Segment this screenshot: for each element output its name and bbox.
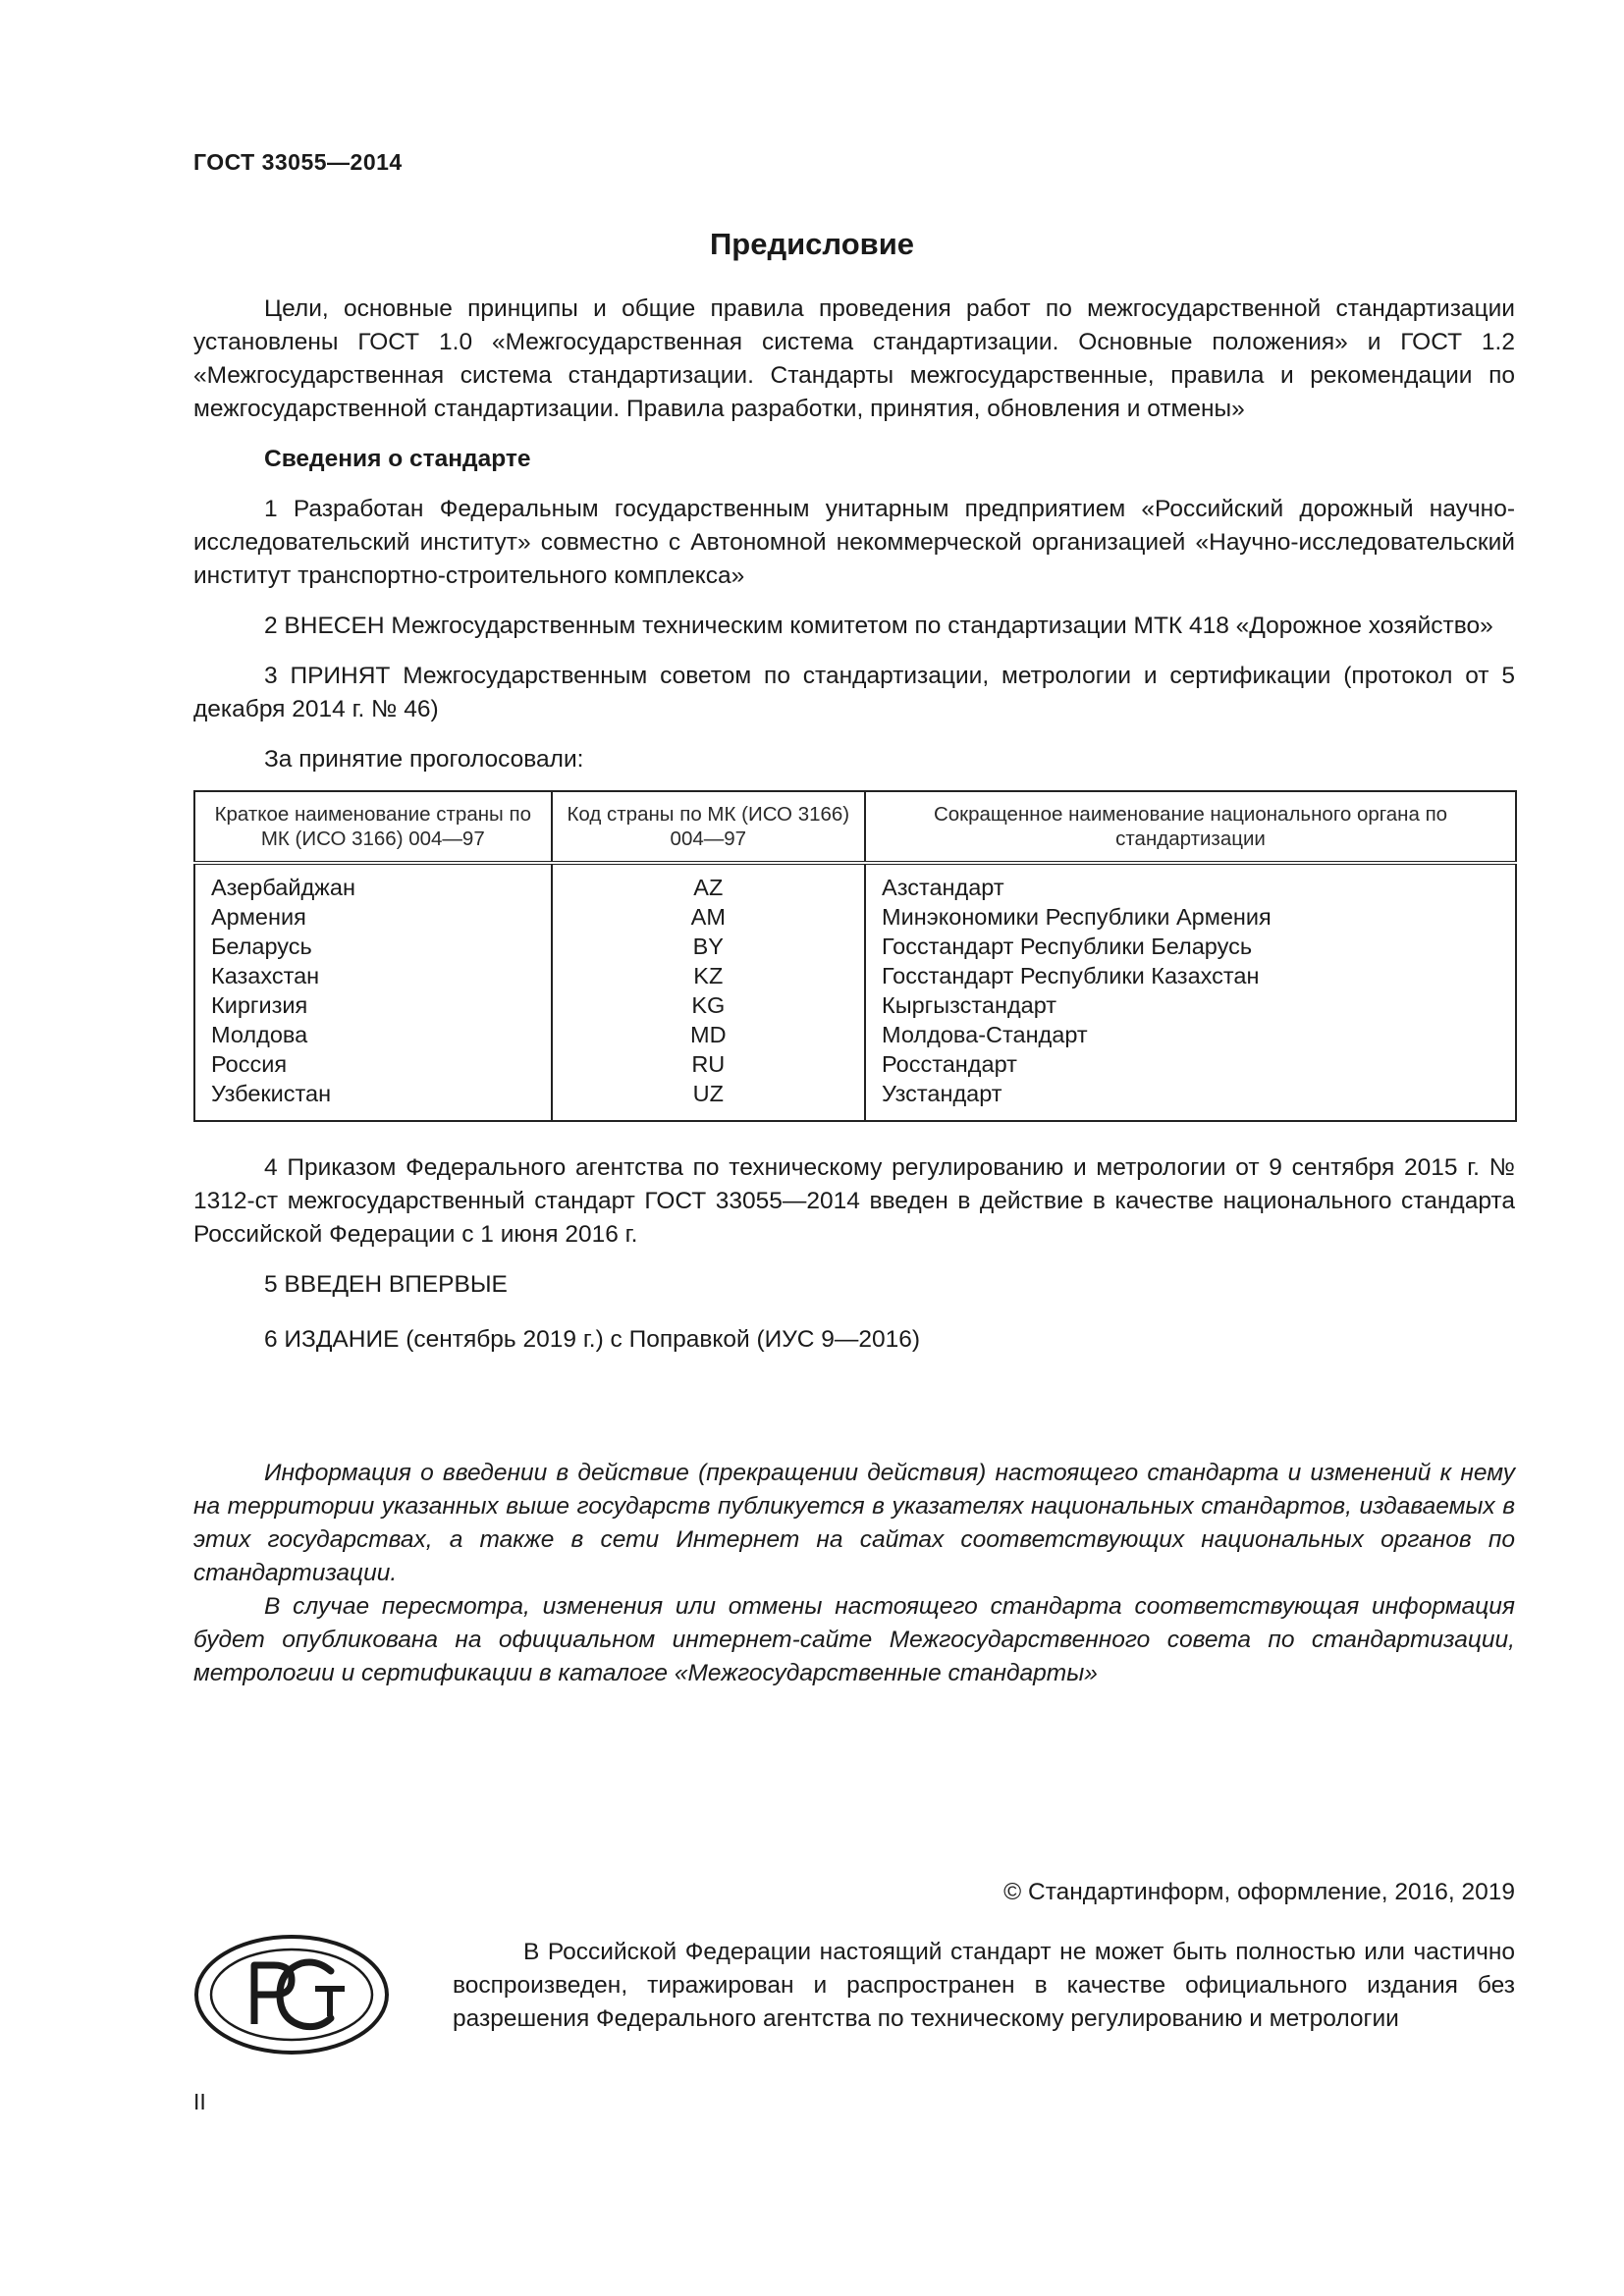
country-code: BY <box>552 932 865 961</box>
info-item-4: 4 Приказом Федерального агентства по техническому регулированию и метрологии от 9 сентября 2015 г. № 1312-ст межгосударственный стандарт ГОСТ 33055—2014 введен в действие в качестве национального стандарта Российской Федерации с 1 июня 2016 г. <box>193 1154 1515 1248</box>
country-code: KG <box>552 990 865 1020</box>
column-header-country: Краткое наименование страны по МК (ИСО 3166) 004—97 <box>194 791 552 863</box>
country-code: AM <box>552 902 865 932</box>
info-item-5: 5 ВВЕДЕН ВПЕРВЫЕ <box>264 1271 508 1298</box>
info-item-6: 6 ИЗДАНИЕ (сентябрь 2019 г.) с Поправкой (ИУС 9—2016) <box>264 1326 921 1353</box>
table-row <box>194 1049 1516 1079</box>
country-name: Россия <box>211 1051 288 1077</box>
country-code: UZ <box>552 1079 865 1121</box>
info-item-3: 3 ПРИНЯТ Межгосударственным советом по стандартизации, метрологии и сертификации (протокол от 5 декабря 2014 г. № 46) <box>193 663 1515 722</box>
national-body: Кыргызстандарт <box>865 990 1516 1020</box>
table-row <box>194 932 1516 961</box>
national-body: Госстандарт Республики Беларусь <box>865 932 1516 961</box>
national-body: Госстандарт Республики Казахстан <box>865 961 1516 990</box>
national-body: Минэкономики Республики Армения <box>865 902 1516 932</box>
rst-certification-mark-icon <box>193 1934 390 2056</box>
country-name: Армения <box>211 904 306 930</box>
national-body: Азстандарт <box>865 863 1516 902</box>
voting-countries-table <box>193 790 1517 1122</box>
document-code-header: ГОСТ 33055—2014 <box>193 149 403 175</box>
table-row <box>194 990 1516 1020</box>
country-name: Киргизия <box>211 992 308 1018</box>
page-number: II <box>193 2089 206 2114</box>
info-notice-paragraph-1: Информация о введении в действие (прекращении действия) настоящего стандарта и изменений к нему на территории указанных выше государств публикуется в указателях национальных стандартов, издаваемых в этих государствах, а также в сети Интернет на сайтах соответствующих национальных органов по стандартизации. <box>193 1460 1515 1586</box>
country-name: Азербайджан <box>211 875 355 900</box>
country-code: MD <box>552 1020 865 1049</box>
reproduction-rights-notice: В Российской Федерации настоящий стандарт не может быть полностью или частично воспроизведен, тиражирован и распространен в качестве официального издания без разрешения Федерального агентства по техническому регулированию и метрологии <box>453 1939 1515 2032</box>
column-header-code: Код страны по МК (ИСО 3166) 004—97 <box>552 791 865 863</box>
table-row <box>194 902 1516 932</box>
country-name: Беларусь <box>211 934 312 959</box>
table-row <box>194 1079 1516 1121</box>
page-title: Предисловие <box>709 227 914 261</box>
national-body: Узстандарт <box>865 1079 1516 1121</box>
table-row <box>194 961 1516 990</box>
country-code: RU <box>552 1049 865 1079</box>
country-name: Узбекистан <box>211 1081 332 1106</box>
copyright-notice: © Стандартинформ, оформление, 2016, 2019 <box>1003 1879 1515 1905</box>
standard-info-heading: Сведения о стандарте <box>264 446 531 472</box>
table-header-row <box>194 791 1516 863</box>
table-row <box>194 863 1516 902</box>
info-item-2: 2 ВНЕСЕН Межгосударственным техническим комитетом по стандартизации МТК 418 «Дорожное хозяйство» <box>264 613 1493 639</box>
country-code: AZ <box>552 863 865 902</box>
table-row <box>194 1020 1516 1049</box>
vote-label: За принятие проголосовали: <box>264 746 584 773</box>
info-item-1: 1 Разработан Федеральным государственным унитарным предприятием «Российский дорожный научно-исследовательский институт» совместно с Автономной некоммерческой организацией «Научно-исследовательский институт транспортно-строительного комплекса» <box>193 496 1515 589</box>
national-body: Росстандарт <box>865 1049 1516 1079</box>
column-header-national-body: Сокращенное наименование национального органа по стандартизации <box>865 791 1516 863</box>
country-name: Молдова <box>211 1022 308 1047</box>
main-content <box>193 293 1515 1690</box>
country-name: Казахстан <box>211 963 320 988</box>
country-code: KZ <box>552 961 865 990</box>
info-notice-paragraph-2: В случае пересмотра, изменения или отмены настоящего стандарта соответствующая информация будет опубликована на официальном интернет-сайте Межгосударственного совета по стандартизации, метрологии и сертификации в каталоге «Межгосударственные стандарты» <box>193 1593 1515 1686</box>
intro-paragraph: Цели, основные принципы и общие правила проведения работ по межгосударственной стандартизации установлены ГОСТ 1.0 «Межгосударственная система стандартизации. Основные положения» и ГОСТ 1.2 «Межгосударственная система стандартизации. Стандарты межгосударственные, правила и рекомендации по межгосударственной стандартизации. Правила разработки, принятия, обновления и отмены» <box>193 295 1515 422</box>
national-body: Молдова-Стандарт <box>865 1020 1516 1049</box>
